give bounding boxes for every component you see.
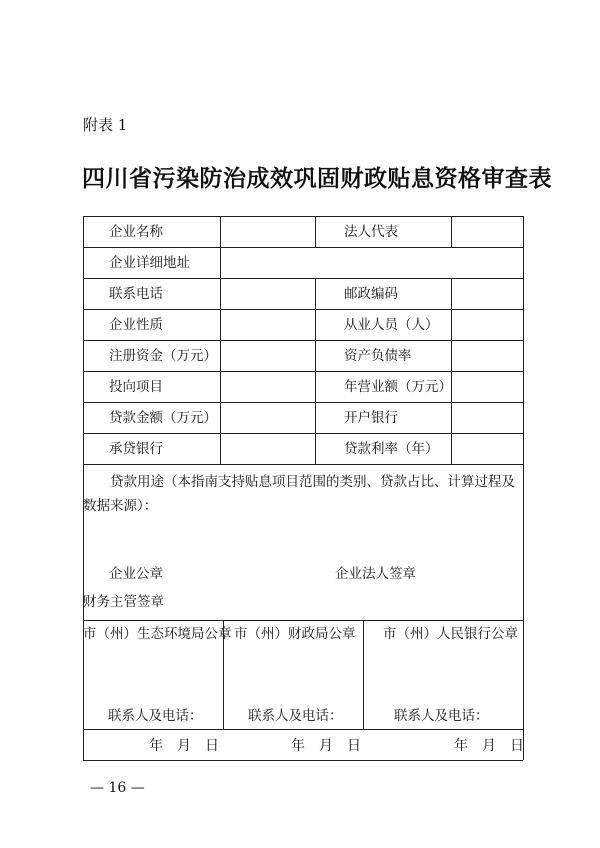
phone-label: 联系电话 [109,286,163,302]
eco-date-label: 年 月 日 [149,738,219,754]
table-line [83,340,523,341]
appendix-label: 附表 1 [83,116,128,134]
table-line [315,216,316,247]
company-name-label: 企业名称 [109,224,163,240]
loan-rate-label: 贷款利率（年） [344,441,439,457]
pboc-seal-label: 市（州）人民银行公章 [383,626,518,642]
table-line [523,216,524,760]
table-line [83,760,523,761]
table-line [83,620,523,621]
finance-bureau-seal-label: 市（州）财政局公章 [234,626,356,642]
table-line [83,371,523,372]
table-line [451,278,452,464]
company-type-label: 企业性质 [109,317,163,333]
table-line [315,278,316,464]
finance-date-label: 年 月 日 [291,738,361,754]
table-line [83,433,523,434]
table-line [83,247,523,248]
company-seal-label: 企业公章 [109,566,163,582]
eco-bureau-seal-label: 市（州）生态环境局公章 [83,626,232,642]
bank-account-label: 开户银行 [344,410,398,426]
table-line [363,620,364,729]
postal-code-label: 邮政编码 [344,286,398,302]
pboc-contact-label: 联系人及电话： [394,708,489,724]
page-title: 四川省污染防治成效巩固财政贴息资格审查表 [82,165,552,192]
debt-ratio-label: 资产负债率 [344,348,412,364]
pboc-date-label: 年 月 日 [454,738,524,754]
table-line [83,309,523,310]
finance-contact-label: 联系人及电话： [248,708,343,724]
table-line [83,402,523,403]
review-form-table [83,216,523,760]
employees-label: 从业人员（人） [344,317,439,333]
table-line [220,216,221,464]
legal-rep-seal-label: 企业法人签章 [335,566,416,582]
page-number: — 16 — [90,780,145,796]
table-line [83,216,523,217]
registered-capital-label: 注册资金（万元） [109,348,217,364]
company-address-label: 企业详细地址 [109,255,190,271]
lending-bank-label: 承贷银行 [109,441,163,457]
loan-purpose-text: 贷款用途（本指南支持贴息项目范围的类别、贷款占比、计算过程及数据来源）： [83,474,515,514]
table-line [83,278,523,279]
table-line [83,729,523,730]
annual-revenue-label: 年营业额（万元） [344,379,452,395]
table-line [451,216,452,247]
table-line [83,464,523,465]
loan-amount-label: 贷款金额（万元） [109,410,217,426]
legal-rep-label: 法人代表 [344,224,398,240]
eco-contact-label: 联系人及电话： [108,708,203,724]
investment-project-label: 投向项目 [109,379,163,395]
finance-seal-label: 财务主管签章 [83,594,164,610]
